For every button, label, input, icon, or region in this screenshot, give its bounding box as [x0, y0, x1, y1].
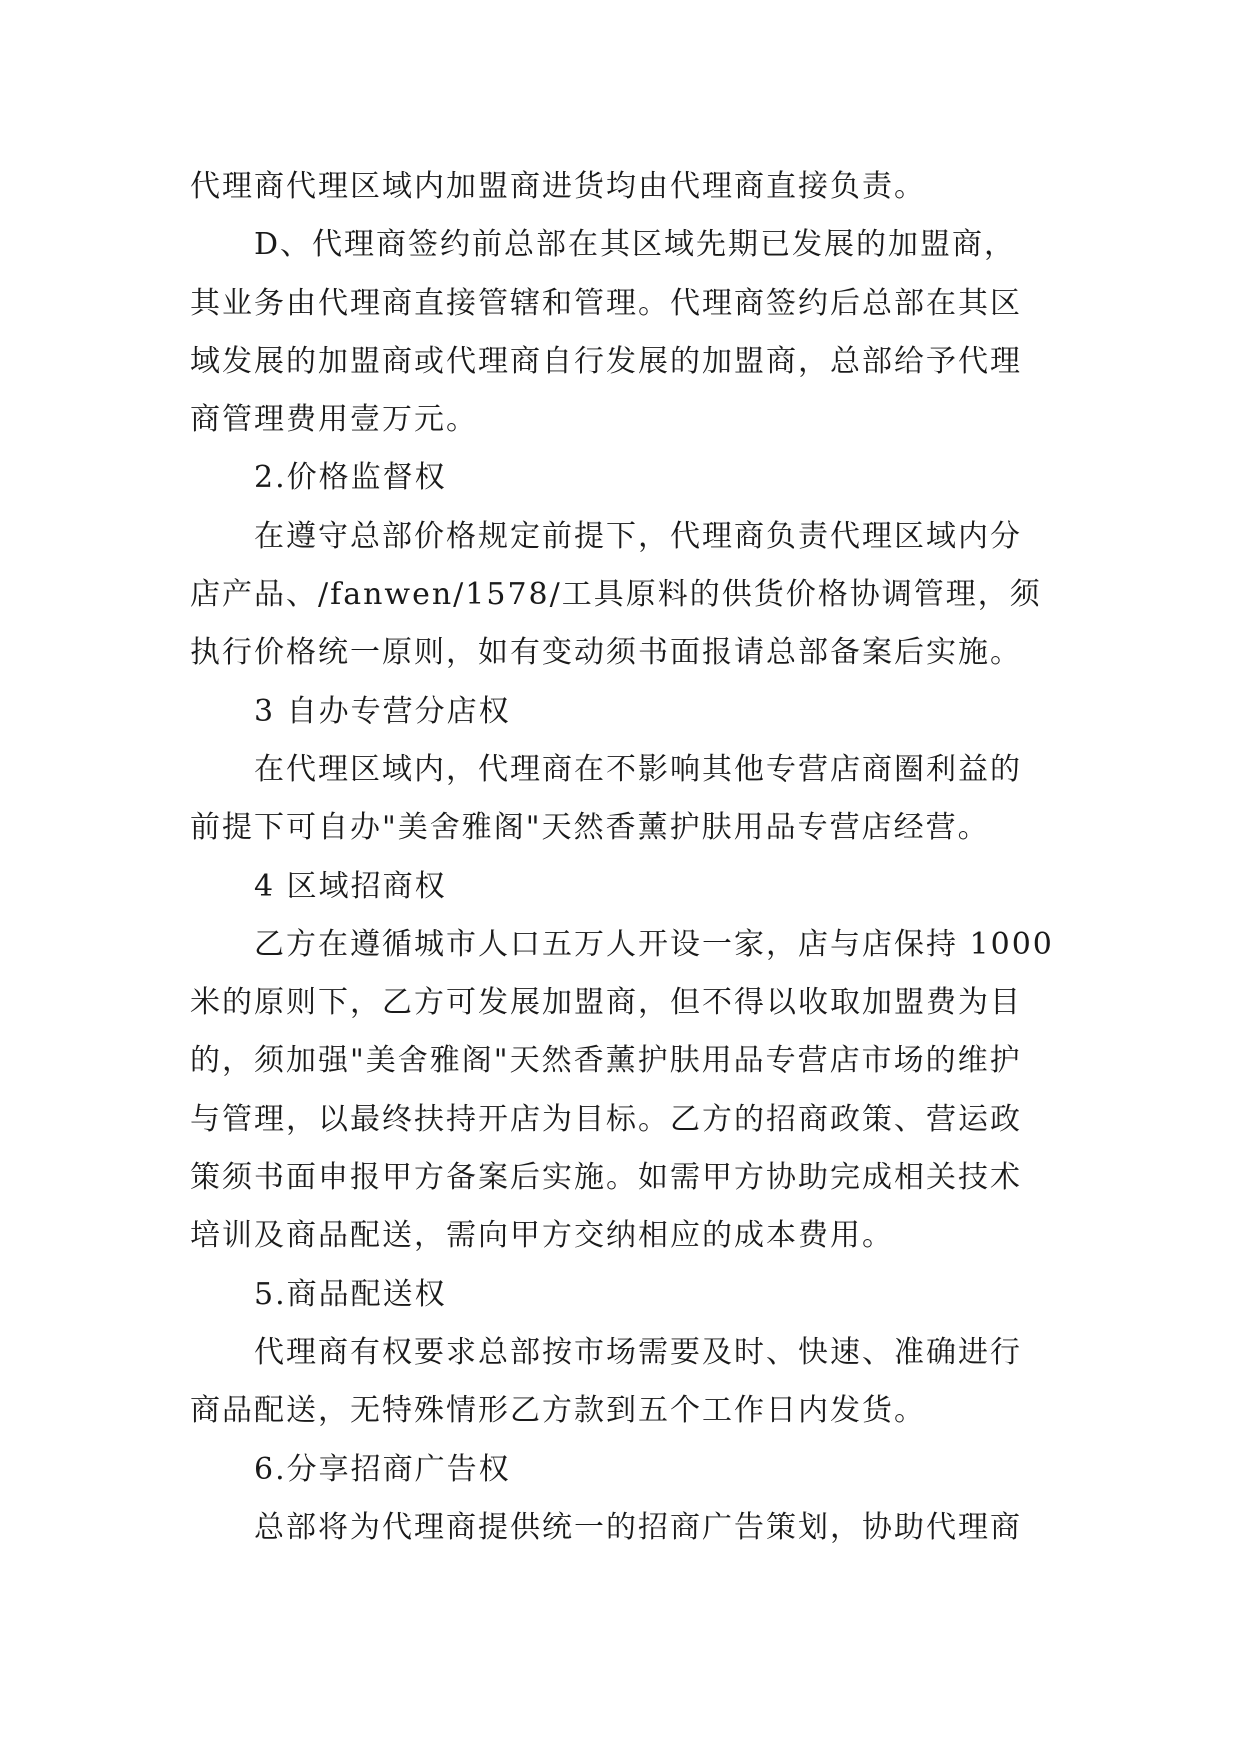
section-heading-price-supervision: 2.价格监督权 — [254, 460, 447, 496]
text-line-24: 总部将为代理商提供统一的招商广告策划，协助代理商 — [254, 1509, 1022, 1545]
text-line-11: 在代理区域内，代理商在不影响其他专营店商圈利益的 — [254, 751, 1022, 787]
section-heading-advertising: 6.分享招商广告权 — [254, 1451, 511, 1487]
text-line-17: 与管理，以最终扶持开店为目标。乙方的招商政策、营运政 — [190, 1101, 1022, 1137]
text-line-2: D、代理商签约前总部在其区域先期已发展的加盟商， — [254, 227, 1017, 263]
text-line-16: 的，须加强"美舍雅阁"天然香薰护肤用品专营店市场的维护 — [190, 1043, 1022, 1079]
text-line-18: 策须书面申报甲方备案后实施。如需甲方协助完成相关技术 — [190, 1160, 1022, 1196]
section-heading-regional-recruiting: 4 区域招商权 — [254, 868, 447, 904]
text-line-4: 域发展的加盟商或代理商自行发展的加盟商，总部给予代理 — [190, 343, 1022, 379]
text-line-3: 其业务由代理商直接管辖和管理。代理商签约后总部在其区 — [190, 285, 1022, 321]
text-line-19: 培训及商品配送，需向甲方交纳相应的成本费用。 — [190, 1218, 894, 1254]
section-heading-product-delivery: 5.商品配送权 — [254, 1276, 447, 1312]
text-line-22: 商品配送，无特殊情形乙方款到五个工作日内发货。 — [190, 1393, 926, 1429]
document-body — [190, 158, 1070, 1557]
text-line-12: 前提下可自办"美舍雅阁"天然香薰护肤用品专营店经营。 — [190, 810, 990, 846]
text-line-7: 在遵守总部价格规定前提下，代理商负责代理区域内分 — [254, 518, 1022, 554]
text-line-5: 商管理费用壹万元。 — [190, 402, 478, 438]
text-line-15: 米的原则下，乙方可发展加盟商，但不得以收取加盟费为目 — [190, 985, 1022, 1021]
section-heading-own-store: 3 自办专营分店权 — [254, 693, 511, 729]
text-line-21: 代理商有权要求总部按市场需要及时、快速、准确进行 — [254, 1334, 1022, 1370]
text-line-9: 执行价格统一原则，如有变动须书面报请总部备案后实施。 — [190, 635, 1022, 671]
text-line-14: 乙方在遵循城市人口五万人开设一家，店与店保持 1000 — [254, 926, 1054, 962]
text-line-1: 代理商代理区域内加盟商进货均由代理商直接负责。 — [190, 169, 926, 204]
text-line-8: 店产品、/fanwen/1578/工具原料的供货价格协调管理，须 — [190, 577, 1042, 613]
